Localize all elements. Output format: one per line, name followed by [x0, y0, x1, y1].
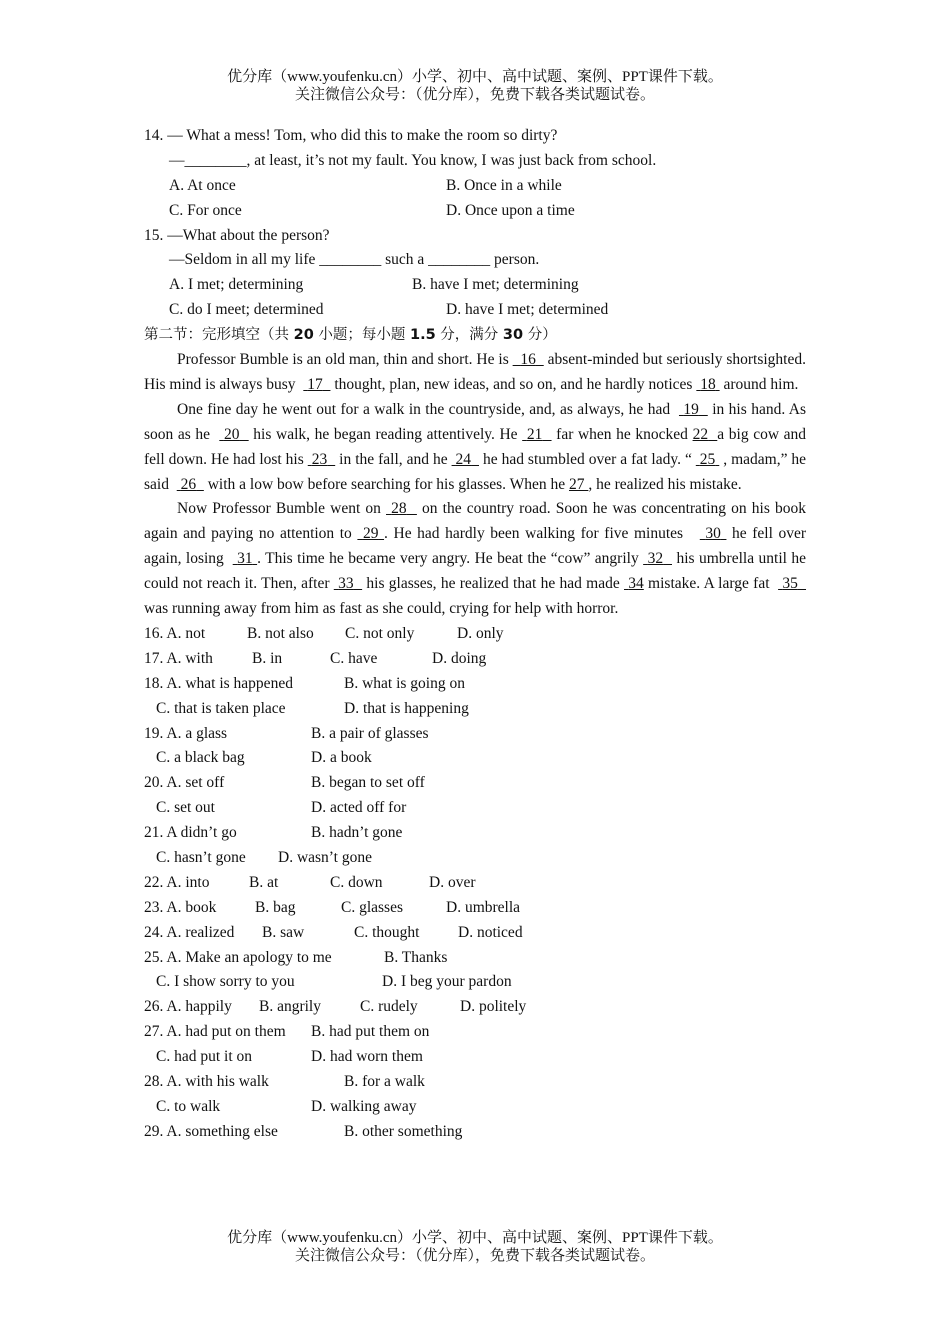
blank-26: 26 [180, 475, 197, 493]
q15-options-ab [144, 273, 806, 298]
q22-options: 22. A. into B. at C. down D. over [144, 873, 476, 891]
q26-options: 26. A. happily B. angrily C. rudely D. politely [144, 998, 527, 1016]
q15-reply: —Seldom in all my life ________ such a ________ person. [169, 251, 540, 269]
passage-paragraph-2: One fine day he went out for a walk in the countryside, and, as always, he had 19 in his hand. As soon as he 20 his walk, he began reading attentively. He 21 far when he knocked 22 a big cow and fell down. He had lost his 23 in the fall, and he 24 he had stumbled over a fat lady. “ 25 , madam,” he said 26 with a low bow before searching for his glasses. When he 27 , he realized his mistake. [144, 400, 807, 493]
blank-29: 29 [362, 525, 379, 543]
q14-option-a: A. At once [169, 176, 236, 194]
footer-line-1: 优分库（www.youfenku.cn）小学、初中、高中试题、案例、PPT课件下载。 [227, 1230, 723, 1246]
blank-19: 19 [683, 400, 699, 418]
footer-line-2: 关注微信公众号：（优分库），免费下载各类试题试卷。 [294, 1248, 655, 1264]
page-header [0, 68, 950, 104]
blank-22: 22 [692, 425, 709, 443]
q14-options-ab [144, 174, 806, 199]
q15-option-c: C. do I meet; determined [169, 301, 324, 319]
q15-option-a: A. I met; determining [169, 276, 304, 294]
passage-paragraph-3: Now Professor Bumble went on 28 on the country road. Soon he was concentrating on his book again and paying no attention to 29 . He had hardly been walking for five minutes 30 he fell over again, losing 31 . This time he became very angry. He beat the “cow” angrily 32 his umbrella until he could not reach it. Then, after 33 his glasses, he realized that he had made 34 mistake. A large fat 35 was running away from him as fast as she could, crying for help with horror. [144, 500, 807, 618]
q14-option-c: C. For once [169, 201, 242, 219]
q14-options-cd [144, 199, 806, 224]
q28-options-cd: C. to walk D. walking away [156, 1097, 417, 1115]
blank-27: 27 [569, 475, 585, 493]
q27-options-ab: 27. A. had put on them B. had put them on [144, 1023, 430, 1041]
header-line-2: 关注微信公众号：（优分库），免费下载各类试题试卷。 [294, 87, 655, 103]
header-line-1: 优分库（www.youfenku.cn）小学、初中、高中试题、案例、PPT课件下载。 [227, 69, 723, 85]
q29-options-ab: 29. A. something else B. other something [144, 1122, 463, 1140]
q23-options: 23. A. book B. bag C. glasses D. umbrella [144, 898, 521, 916]
q15-stem: 15. —What about the person? [144, 226, 330, 244]
q16-options: 16. A. not B. not also C. not only D. only [144, 624, 504, 642]
q19-options-cd: C. a black bag D. a book [156, 749, 372, 767]
q28-options-ab: 28. A. with his walk B. for a walk [144, 1073, 425, 1091]
q21-options-ab: 21. A didn’t go B. hadn’t gone [144, 824, 403, 842]
q25-options-ab: 25. A. Make an apology to me B. Thanks [144, 948, 448, 966]
q20-options-ab: 20. A. set off B. began to set off [144, 774, 425, 792]
blank-25: 25 [699, 450, 716, 468]
q15-option-d: D. have I met; determined [446, 301, 609, 319]
blank-28: 28 [391, 500, 407, 518]
blank-18: 18 [700, 375, 716, 393]
q14-stem: 14. — What a mess! Tom, who did this to make the room so dirty? [144, 127, 558, 144]
q18-options-cd: C. that is taken place D. that is happening [156, 699, 469, 717]
q24-options: 24. A. realized B. saw C. thought D. noticed [144, 923, 523, 941]
q14-option-b: B. Once in a while [446, 176, 562, 194]
blank-32: 32 [647, 550, 664, 568]
exam-page [144, 124, 806, 1145]
section2-heading: 第二节：完形填空（共 20 小题；每小题 1.5 分，满分 30 分） [144, 327, 557, 344]
blank-34: 34 [628, 575, 644, 593]
blank-31: 31 [237, 550, 253, 568]
q14-reply: —________, at least, it’s not my fault. You know, I was just back from school. [169, 151, 657, 169]
q17-options: 17. A. with B. in C. have D. doing [144, 649, 487, 667]
blank-16: 16 [520, 351, 536, 369]
q21-options-cd: C. hasn’t gone D. wasn’t gone [156, 849, 372, 866]
blank-17: 17 [307, 375, 323, 393]
q27-options-cd: C. had put it on D. had worn them [156, 1048, 423, 1066]
blank-20: 20 [223, 425, 240, 443]
blank-30: 30 [705, 525, 721, 543]
blank-24: 24 [455, 450, 472, 468]
blank-33: 33 [338, 575, 354, 593]
blank-23: 23 [311, 450, 328, 468]
blank-21: 21 [526, 425, 543, 443]
page-footer [0, 1229, 950, 1265]
q20-options-cd: C. set out D. acted off for [156, 799, 407, 817]
q19-options-ab: 19. A. a glass B. a pair of glasses [144, 724, 429, 742]
q15-options-cd [144, 298, 806, 323]
q18-options-ab: 18. A. what is happened B. what is going on [144, 674, 465, 692]
q25-options-cd: C. I show sorry to you D. I beg your pardon [156, 973, 512, 991]
q14-option-d: D. Once upon a time [446, 201, 575, 219]
q15-option-b: B. have I met; determining [412, 276, 579, 294]
passage-paragraph-1: Professor Bumble is an old man, thin and short. He is 16 absent-minded but seriously shortsighted. His mind is always busy 17 thought, plan, new ideas, and so on, and he hardly notices 18 around him. [144, 351, 806, 393]
blank-35: 35 [782, 575, 798, 593]
